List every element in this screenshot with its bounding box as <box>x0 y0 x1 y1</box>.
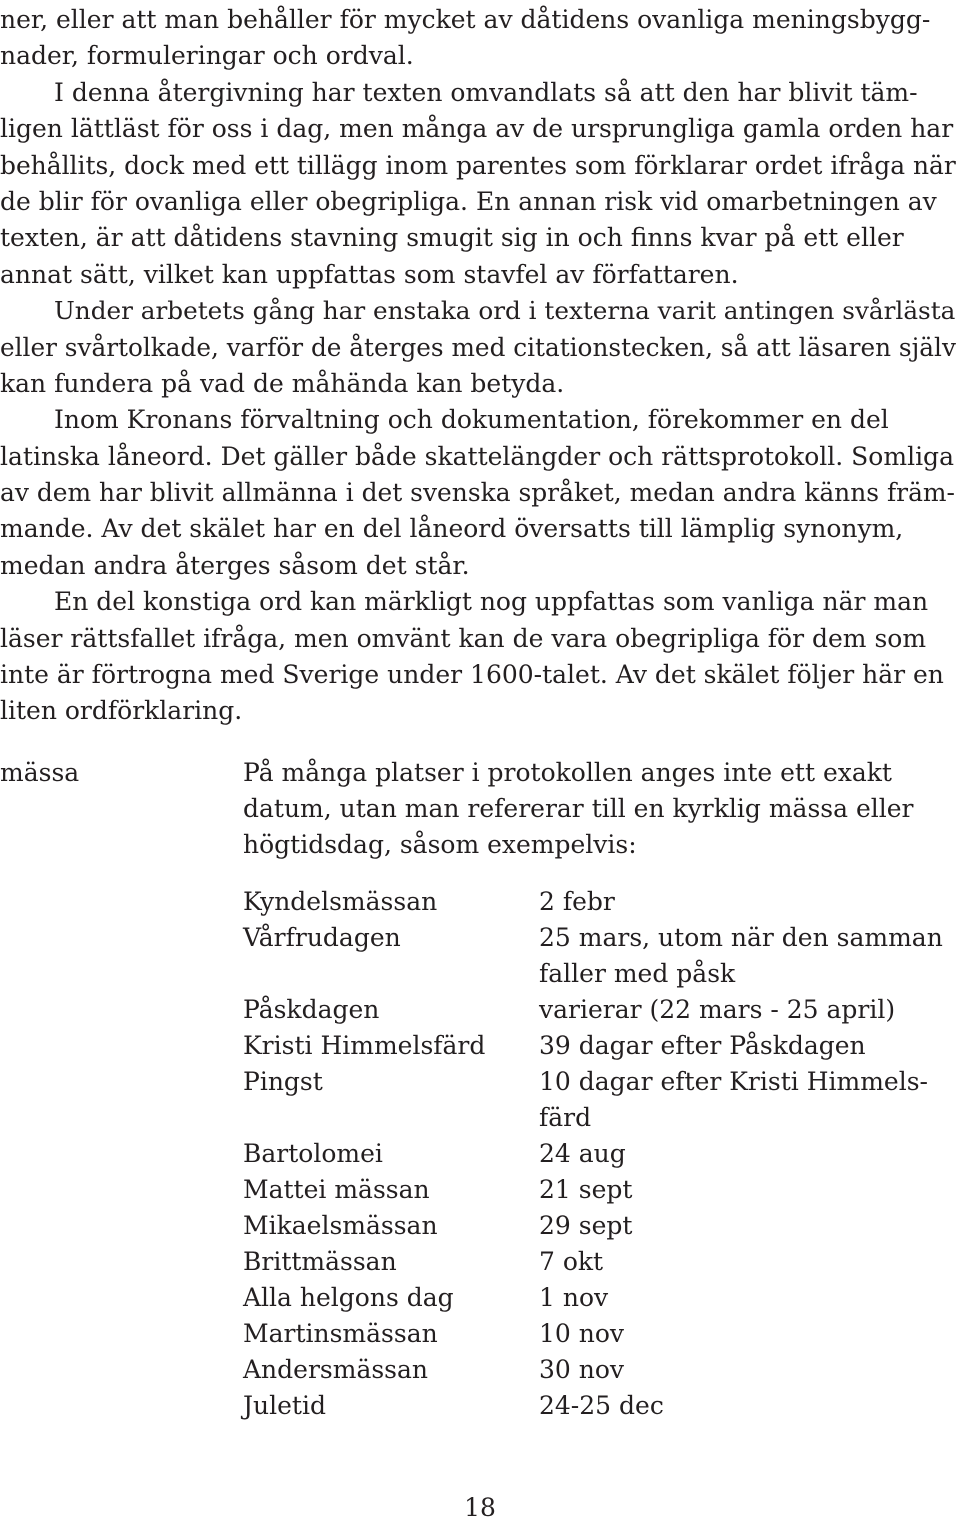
glossary-term: mässa <box>0 758 80 787</box>
holiday-name: Kyndelsmässan <box>243 887 438 916</box>
holiday-date-line: 25 mars, utom när den samman <box>539 923 943 952</box>
holiday-date-line: 39 dagar efter Påskdagen <box>539 1031 866 1060</box>
holiday-name: Juletid <box>243 1391 326 1420</box>
holiday-date-line: 1 nov <box>539 1283 609 1312</box>
body-line: latinska låneord. Det gäller både skattelängder och rättsprotokoll. Somliga <box>0 441 954 471</box>
holiday-row <box>243 992 953 1028</box>
holiday-date-line: varierar (22 mars - 25 april) <box>539 995 896 1024</box>
holiday-name: Brittmässan <box>243 1247 397 1276</box>
holiday-date <box>539 1244 959 1280</box>
holiday-list <box>243 884 953 1424</box>
holiday-row <box>243 1280 953 1316</box>
holiday-row <box>243 920 953 992</box>
holiday-row <box>243 1208 953 1244</box>
body-line: mande. Av det skälet har en del låneord översatts till lämplig synonym, <box>0 514 904 544</box>
holiday-date-line: 24-25 dec <box>539 1391 664 1420</box>
holiday-date-line: 10 nov <box>539 1319 625 1348</box>
glossary-description-line: datum, utan man refererar till en kyrklig mässa eller <box>243 794 914 823</box>
holiday-name: Martinsmässan <box>243 1319 438 1348</box>
holiday-date-line: 29 sept <box>539 1211 633 1240</box>
body-line: ligen lättläst för oss i dag, men många av de ursprungliga gamla orden har <box>0 114 954 144</box>
body-line: Under arbetets gång har enstaka ord i texterna varit antingen svårlästa <box>54 296 956 326</box>
holiday-date-line: 24 aug <box>539 1139 626 1168</box>
holiday-date <box>539 992 959 1028</box>
holiday-row <box>243 1316 953 1352</box>
body-line: läser rättsfallet ifråga, men omvänt kan de vara obegripliga för dem som <box>0 623 927 653</box>
holiday-name: Påskdagen <box>243 995 380 1024</box>
holiday-row <box>243 1352 953 1388</box>
holiday-row <box>243 1064 953 1136</box>
holiday-name: Andersmässan <box>243 1355 429 1384</box>
body-line: inte är förtrogna med Sverige under 1600-talet. Av det skälet följer här en <box>0 660 944 690</box>
body-text <box>0 2 956 730</box>
holiday-row <box>243 884 953 920</box>
holiday-date <box>539 1208 959 1244</box>
holiday-date-line: 10 dagar efter Kristi Himmels- <box>539 1067 928 1096</box>
holiday-date <box>539 1028 959 1064</box>
holiday-name: Mattei mässan <box>243 1175 430 1204</box>
body-line: kan fundera på vad de måhända kan betyda. <box>0 368 565 398</box>
glossary-description <box>243 755 914 863</box>
holiday-name: Mikaelsmässan <box>243 1211 438 1240</box>
holiday-name: Kristi Himmelsfärd <box>243 1031 486 1060</box>
holiday-date <box>539 1280 959 1316</box>
glossary-description-line: På många platser i protokollen anges inte ett exakt <box>243 758 892 787</box>
body-line: medan andra återges såsom det står. <box>0 550 470 580</box>
holiday-date <box>539 1136 959 1172</box>
glossary-description-line: högtidsdag, såsom exempelvis: <box>243 830 637 859</box>
body-line: av dem har blivit allmänna i det svenska språket, medan andra känns främ- <box>0 478 955 508</box>
body-line: En del konstiga ord kan märkligt nog uppfattas som vanliga när man <box>54 587 929 617</box>
holiday-date <box>539 1064 959 1136</box>
holiday-date-line: 7 okt <box>539 1247 604 1276</box>
holiday-row <box>243 1172 953 1208</box>
holiday-row <box>243 1244 953 1280</box>
holiday-name: Pingst <box>243 1067 323 1096</box>
body-line: de blir för ovanliga eller obegripliga. En annan risk vid omarbetningen av <box>0 186 937 216</box>
holiday-date <box>539 1352 959 1388</box>
body-line: I denna återgivning har texten omvandlats så att den har blivit täm- <box>54 77 918 107</box>
holiday-date <box>539 920 959 992</box>
holiday-name: Vårfrudagen <box>243 923 401 952</box>
holiday-date-line: 21 sept <box>539 1175 633 1204</box>
holiday-date-line: färd <box>539 1103 592 1132</box>
body-line: texten, är att dåtidens stavning smugit sig in och finns kvar på ett eller <box>0 223 904 253</box>
body-line: annat sätt, vilket kan uppfattas som stavfel av författaren. <box>0 259 739 289</box>
body-line: behållits, dock med ett tillägg inom parentes som förklarar ordet ifråga när <box>0 150 956 180</box>
body-line: liten ordförklaring. <box>0 696 243 726</box>
body-line: eller svårtolkade, varför de återges med citationstecken, så att läsaren själv <box>0 332 956 362</box>
holiday-date-line: 2 febr <box>539 887 615 916</box>
page-number: 18 <box>464 1493 496 1522</box>
body-line: nader, formuleringar och ordval. <box>0 41 414 71</box>
holiday-date-line: faller med påsk <box>539 959 736 988</box>
holiday-name: Bartolomei <box>243 1139 383 1168</box>
body-line: Inom Kronans förvaltning och dokumentation, förekommer en del <box>54 405 889 435</box>
body-line: ner, eller att man behåller för mycket av dåtidens ovanliga meningsbygg- <box>0 5 931 34</box>
holiday-date-line: 30 nov <box>539 1355 625 1384</box>
holiday-name: Alla helgons dag <box>243 1283 454 1312</box>
holiday-row <box>243 1028 953 1064</box>
holiday-date <box>539 1388 959 1424</box>
holiday-row <box>243 1388 953 1424</box>
holiday-date <box>539 884 959 920</box>
holiday-row <box>243 1136 953 1172</box>
holiday-date <box>539 1172 959 1208</box>
holiday-date <box>539 1316 959 1352</box>
